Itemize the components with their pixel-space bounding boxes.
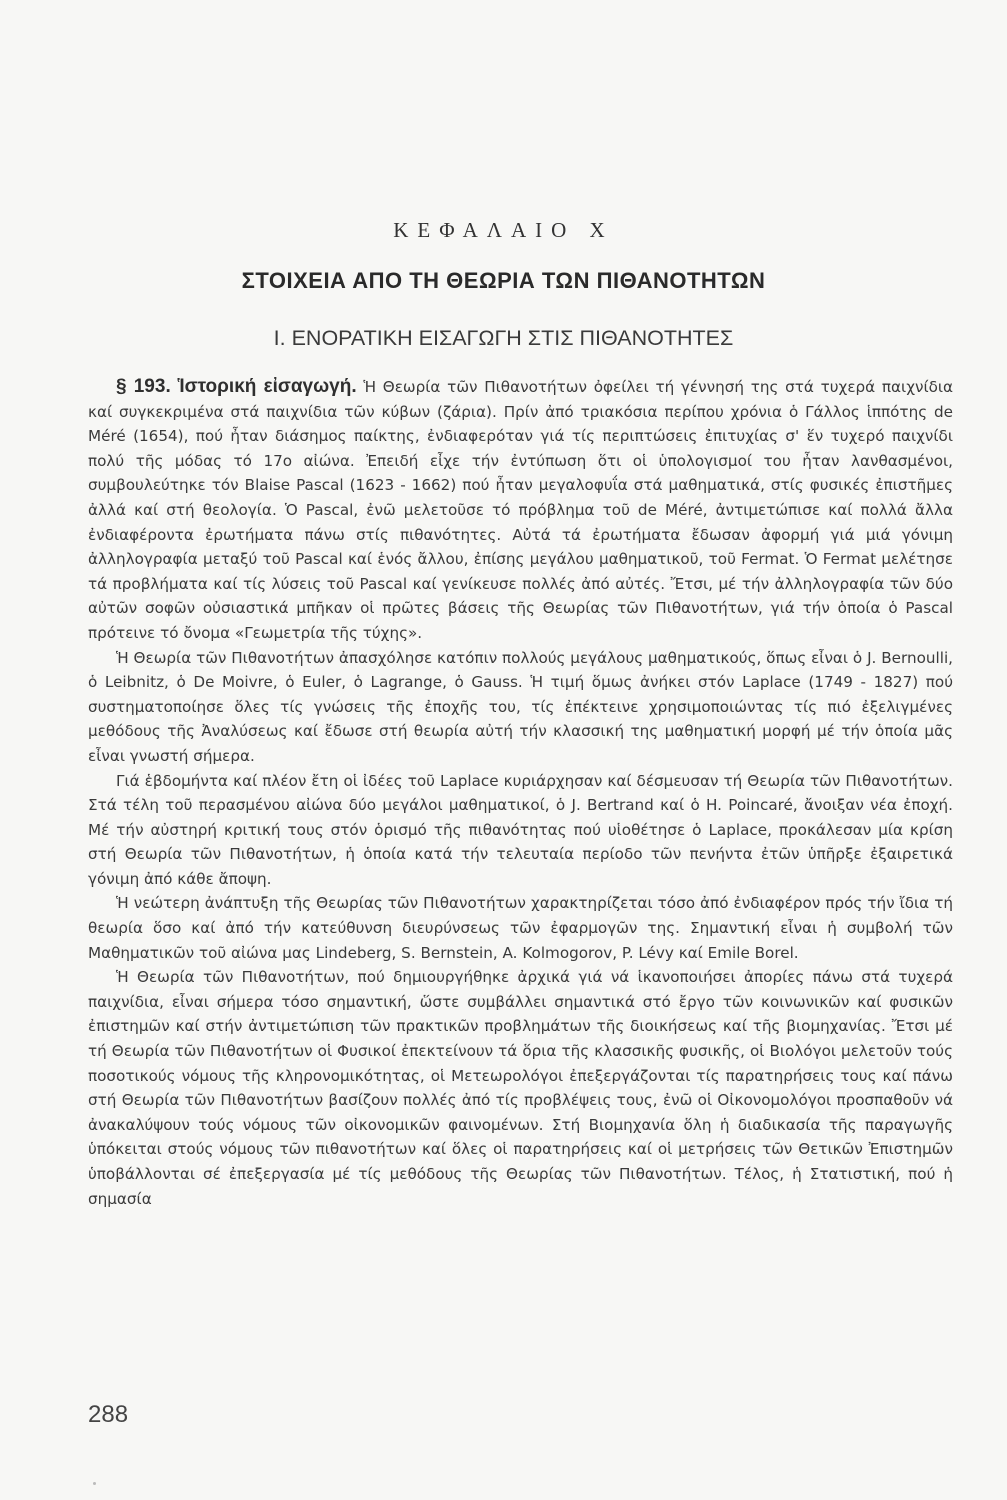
paragraph xyxy=(88,375,953,646)
paragraph: Ἡ Θεωρία τῶν Πιθανοτήτων, πού δημιουργήθηκε ἀρχικά γιά νά ἱκανοποιήσει ἀπορίες πάνω στά τυχερά παιχνίδια, εἶναι σήμερα τόσο σημαντική, ὥστε συμβάλλει σημαντικά στό ἔργο τῶν κοινωνικῶν καί φυσικῶν ἐπιστημῶν καί στήν ἀντιμετώπιση τῶν πρακτικῶν προβλημάτων τῆς διοικήσεως καί τῆς βιομηχανίας. Ἔτσι μέ τή Θεωρία τῶν Πιθανοτήτων οἱ Φυσικοί ἐπεκτείνουν τά ὅρια τῆς κλασσικῆς φυσικῆς, οἱ Βιολόγοι μελετοῦν τούς ποσοτικούς νόμους τῆς κληρονομικότητας, οἱ Μετεωρολόγοι ἐπεξεργάζονται τίς παρατηρήσεις τους καί πάνω στή Θεωρία τῶν Πιθανοτήτων βασίζουν πολλές ἀπό τίς προβλέψεις τους, ἐνῶ οἱ Οἰκονομολόγοι προσπαθοῦν νά ἀνακαλύψουν τούς νόμους τῶν οἰκονομικῶν φαινομένων. Στή Βιομηχανία ὅλη ἡ διαδικασία τῆς παραγωγῆς ὑπόκειται στούς νόμους τῶν πιθανοτήτων καί ὅλες οἱ παρατηρήσεις καί οἱ μετρήσεις τῶν Θετικῶν Ἐπιστημῶν ὑποβάλλονται σέ ἐπεξεργασία μέ τίς μεθόδους τῆς Θεωρίας τῶν Πιθανοτήτων. Τέλος, ἡ Στατιστική, πού ἡ σημασία xyxy=(88,968,953,1208)
section-label: Ἱστορική εἰσαγωγή. xyxy=(177,376,357,397)
page-number: 288 xyxy=(88,1401,129,1428)
section-number: § 193. xyxy=(116,376,171,397)
paragraph: Ἡ νεώτερη ἀνάπτυξη τῆς Θεωρίας τῶν Πιθανοτήτων χαρακτηρίζεται τόσο ἀπό ἐνδιαφέρον πρός τήν ἴδια τή θεωρία ὅσο καί ἀπό τήν κατεύθυνση διευρύνσεως τῶν ἐφαρμογῶν της. Σημαντική εἶναι ἡ συμβολή τῶν Μαθηματικῶν τοῦ αἰώνα μας Lindeberg, S. Bernstein, A. Kolmogorov, P. Lévy καί Emile Borel. xyxy=(88,894,953,962)
paragraph: Ἡ Θεωρία τῶν Πιθανοτήτων ἀπασχόλησε κατόπιν πολλούς μεγάλους μαθηματικούς, ὅπως εἶναι ὁ J. Bernoulli, ὁ Leibnitz, ὁ De Moivre, ὁ Euler, ὁ Lagrange, ὁ Gauss. Ἡ τιμή ὅμως ἀνήκει στόν Laplace (1749 - 1827) πού συστηματοποίησε ὅλες τίς γνώσεις τῆς ἐποχῆς του, τίς ἐπέκτεινε χρησιμοποιώντας τίς πιό ἐξελιγμένες μεθόδους τῆς Ἀναλύσεως καί ἔδωσε στή θεωρία αὐτή τήν κλασσική της μαθηματική μορφή μέ τήν ὁποία μᾶς εἶναι γνωστή σήμερα. xyxy=(88,648,953,765)
print-speck xyxy=(93,1482,96,1485)
body-text xyxy=(88,375,953,1211)
chapter-heading: ΚΕΦΑΛΑΙΟ Χ xyxy=(393,218,614,242)
chapter-title: ΣΤΟΙΧΕΙΑ ΑΠΟ ΤΗ ΘΕΩΡΙΑ ΤΩΝ ΠΙΘΑΝΟΤΗΤΩΝ xyxy=(241,268,766,293)
paragraph-text: Ἡ Θεωρία τῶν Πιθανοτήτων ὀφείλει τή γέννησή της στά τυχερά παιχνίδια καί συγκεκριμένα στά παιχνίδια τῶν κύβων (ζάρια). Πρίν ἀπό τριακόσια περίπου χρόνια ὁ Γάλλος ἱππότης de Méré (1654), πού ἦταν διάσημος παίκτης, ἐνδιαφερόταν γιά τίς περιπτώσεις ἐπιτυχίας σ' ἕν τυχερό παιχνίδι πολύ τῆς μόδας τό 17ο αἰώνα. Ἐπειδή εἶχε τήν ἐντύπωση ὅτι οἱ ὑπολογισμοί του ἦταν λανθασμένοι, συμβουλεύτηκε τόν Blaise Pascal (1623 - 1662) πού ἦταν μεγαλοφυΐα στά μαθηματικά, στίς φυσικές ἐπιστῆμες ἀλλά καί στή θεολογία. Ὁ Pascal, ἐνῶ μελετοῦσε τό πρόβλημα τοῦ de Méré, ἀντιμετώπισε καί πολλά ἄλλα ἐνδιαφέροντα ἐρωτήματα πάνω στίς πιθανότητες. Αὐτά τά ἐρωτήματα ἔδωσαν ἀφορμή γιά μιά γόνιμη ἀλληλογραφία μεταξύ τοῦ Pascal καί ἑνός ἄλλου, ἐπίσης μεγάλου μαθηματικοῦ, τοῦ Fermat. Ὁ Fermat μελέτησε τά προβλήματα καί τίς λύσεις τοῦ Pascal καί γενίκευσε πολλές ἀπό αὐτές. Ἔτσι, μέ τήν ἀλληλογραφία τῶν δύο αὐτῶν σοφῶν οὐσιαστικά μπῆκαν οἱ πρῶτες βάσεις τῆς Θεωρίας τῶν Πιθανοτήτων, γιά τήν ὁποία ὁ Pascal πρότεινε τό ὄνομα «Γεωμετρία τῆς τύχης». xyxy=(88,378,954,642)
section-title: I. ΕΝΟΡΑΤΙΚΗ ΕΙΣΑΓΩΓΗ ΣΤΙΣ ΠΙΘΑΝΟΤΗΤΕΣ xyxy=(273,326,734,350)
paragraph: Γιά ἑβδομήντα καί πλέον ἔτη οἱ ἰδέες τοῦ Laplace κυριάρχησαν καί δέσμευσαν τή Θεωρία τῶν Πιθανοτήτων. Στά τέλη τοῦ περασμένου αἰώνα δύο μεγάλοι μαθηματικοί, ὁ J. Bertrand καί ὁ H. Poincaré, ἄνοιξαν νέα ἐποχή. Μέ τήν αὐστηρή κριτική τους στόν ὁρισμό τῆς πιθανότητας πού υἱοθέτησε ὁ Laplace, προκάλεσαν μία κρίση στή Θεωρία τῶν Πιθανοτήτων, ἡ ὁποία κατά τήν τελευταία περίοδο τῶν πενήντα ἐτῶν ὑπῆρξε ἐξαιρετικά γόνιμη ἀπό κάθε ἄποψη. xyxy=(88,771,953,888)
